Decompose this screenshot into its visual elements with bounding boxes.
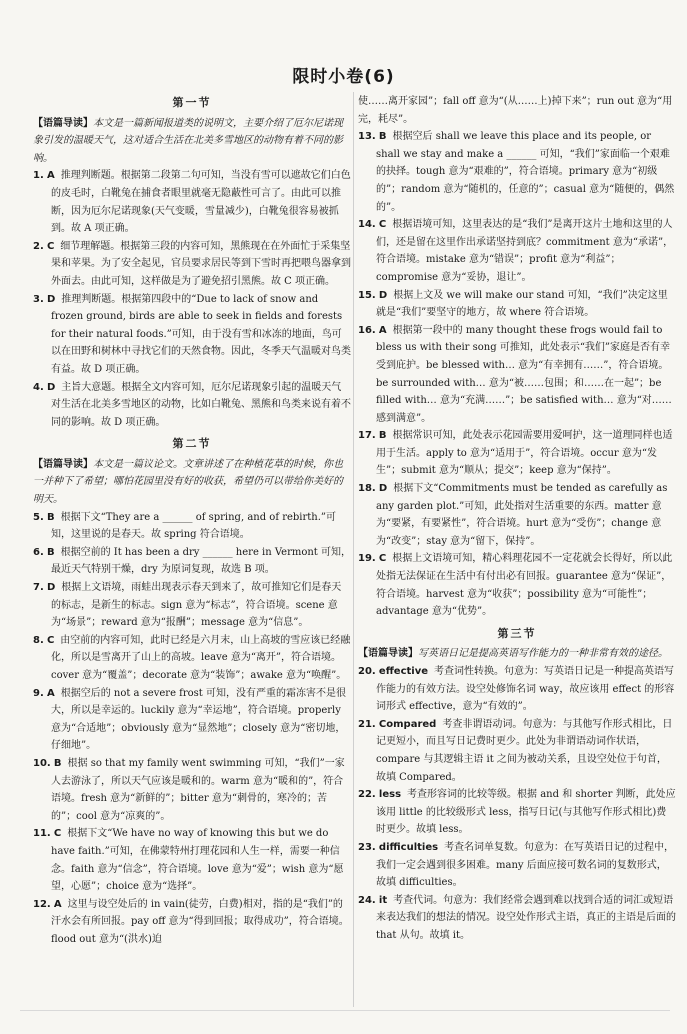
item-answer: B (378, 131, 387, 143)
answer-item (358, 550, 676, 620)
item-explanation: 考查名词单复数。句意为：在写英语日记的过程中，我们一定会遇到很多困难。many 后面应接可数名词的复数形式，故填 difficulties。 (376, 841, 675, 889)
item-explanation: 根据下文“We have no way of knowing this but we do have faith.”可知，在佛蒙特州打理花园和人生一样，需要一种信念。faith 意为“信念”，符合语境。love 意为“爱”；wish 意为“愿望，心愿”；choice 意为“选择”。 (51, 828, 344, 893)
item-number: 15. (358, 289, 376, 301)
item-number: 10. (33, 757, 51, 769)
section-heading: 第三节 (497, 626, 537, 640)
item-number: 19. (358, 553, 376, 565)
item-number: 17. (358, 430, 376, 442)
answer-item (358, 663, 676, 716)
item-number: 6. (33, 546, 44, 558)
item-answer: B (378, 430, 387, 442)
item-explanation: 考查代词。句意为：我们经常会遇到难以找到合适的词汇或短语来表达我们的想法的情况。设空处作形式主语，真正的主语是后面的 that 从句。故填 it。 (376, 894, 676, 941)
item-answer: C (378, 553, 387, 565)
item-answer: B (46, 546, 55, 558)
answer-item (358, 322, 676, 428)
item-number: 13. (358, 131, 376, 143)
passage-guide (358, 645, 676, 663)
passage-guide (33, 115, 351, 168)
answer-item (33, 509, 351, 544)
item-answer: difficulties (378, 841, 439, 853)
answer-item (33, 825, 351, 895)
item-explanation: 推理判断题。根据第四段中的“Due to lack of snow and frozen ground, birds are able to seek in fields and forests for their natural foods.”可知，由于没有雪和冰冻的地面，鸟可以在田野和树林中寻找它们的天然食物。因此，冬季天气温暖对鸟类有益。故 D 项正确。 (51, 293, 351, 375)
item-explanation: 由空前的内容可知，此时已经是六月末，山上高坡的雪应该已经融化，所以是雪离开了山上的高坡。leave 意为“离开”，符合语境。cover 意为“覆盖”；decorate 意为“装饰”；awake 意为“唤醒”。 (51, 634, 351, 681)
item-answer: D (46, 582, 56, 594)
item-answer: C (53, 828, 62, 840)
item-answer: D (46, 381, 56, 393)
item-explanation: 根据上文及 we will make our stand 可知，“我们”决定这里就是“我们”要坚守的地方，故 where 符合语境。 (376, 289, 668, 319)
item-number: 9. (33, 687, 44, 699)
item-explanation: 根据上文语境，雨蛙出现表示春天到来了，故可推知它们是春天的标志，是新生的标志。sign 意为“标志”，符合语境。scene 意为“场景”；reward 意为“报酬”；message 意为“信息”。 (51, 582, 342, 629)
item-answer: D (46, 293, 56, 305)
item-explanation: 考查形容词的比较等级。根据 and 和 shorter 判断，此处应该用 little 的比较级形式 less，指写日记(与其他写作形式相比)费时更少。故填 less。 (376, 789, 676, 836)
answer-item (33, 291, 351, 379)
item-explanation: 根据上文语境可知，精心料理花园不一定花就会长得好，所以此处指无法保证在生活中有付出必有回报。guarantee 意为“保证”，符合语境。harvest 意为“收获”；possibility 意为“可能性”；advantage 意为“优势”。 (376, 553, 673, 618)
answer-item (33, 632, 351, 685)
item-explanation: 推理判断题。根据第二段第二句可知，当没有雪可以遮故它们白色的皮毛时，白靴兔在捕食者眼里就毫无隐蔽性可言了。由此可以推断，因为厄尔尼诺现象(天气变暖，雪量减少)，白靴兔很容易被抓到。故 A 项正确。 (51, 170, 351, 235)
guide-tag: 【语篇导读】 (33, 117, 93, 129)
item-answer: A (53, 898, 62, 910)
item-answer: C (46, 240, 55, 252)
item-number: 12. (33, 898, 51, 910)
answer-item (33, 685, 351, 755)
answer-item (33, 579, 351, 632)
item-number: 2. (33, 240, 44, 252)
item-explanation: 根据空后的 not a severe frost 可知，没有严重的霜冻害不是很大，所以是幸运的。luckily 意为“幸运地”，符合语境。properly 意为“合适地”；obviously 意为“显然地”；closely 意为“密切地，仔细地”。 (51, 687, 347, 752)
item-answer: B (53, 757, 62, 769)
item-answer: effective (378, 666, 429, 677)
guide-text: 写英语日记是提高英语写作能力的一种非常有效的途径。 (418, 648, 668, 660)
item-number: 20. (358, 666, 376, 677)
item-answer: D (378, 289, 388, 301)
item-answer: A (46, 170, 55, 182)
item-explanation: 考查非谓语动词。句意为：与其他写作形式相比，日记更短小，而且写日记费时更少。此处为非谓语动词作状语，compare 与其逻辑主语 it 之间为被动关系，且设空处位于句首，故填 Compared。 (376, 718, 673, 783)
item-answer: A (378, 324, 387, 336)
item-explanation: 根据第一段中的 many thought these frogs would fail to bless us with their song 可推知，此处表示“我们”家庭是否有幸受到庇护。be blessed with… 意为“有幸拥有……”，符合语境。be surrounded with… 意为“被……包围；和……在一起”；be filled with… 意为“充满……”；be satisfied with… 意为“对……感到满意”。 (376, 324, 672, 424)
answer-item (33, 755, 351, 825)
item-continuation: 使……离开家园”；fall off 意为“(从……上)掉下来”；run out 意为“用完，耗尽”。 (358, 96, 673, 125)
item-answer: it (378, 894, 388, 906)
item-answer: A (46, 687, 55, 699)
footer-rule (20, 1010, 670, 1011)
item-explanation: 主旨大意题。根据全文内容可知，厄尔尼诺现象引起的温暖天气对生活在北美多雪地区的动物，比如白靴兔、黑熊和鸟类来说有着不同的影响。故 D 项正确。 (51, 381, 351, 428)
answer-item (358, 892, 676, 945)
answer-item (358, 480, 676, 550)
answer-item (358, 839, 676, 892)
item-explanation: 根据空后 shall we leave this place and its people, or shall we stay and make a ______ 可知，“我们”家面临一个艰难的抉择。tough 意为“艰难的”，符合语境。primary 意为“初级的”；random 意为“随机的，任意的”；casual 意为“随便的，偶然的”。 (376, 131, 675, 213)
item-number: 23. (358, 841, 376, 853)
item-number: 5. (33, 511, 44, 523)
item-number: 11. (33, 828, 51, 840)
page-title: 限时小卷(6) (292, 67, 395, 87)
item-explanation: 考查词性转换。句意为：写英语日记是一种提高英语写作能力的有效方法。设空处修饰名词 way，故应该用 effect 的形容词形式 effective，意为“有效的”。 (376, 666, 675, 713)
column-divider (353, 92, 354, 1007)
left-column (33, 90, 351, 949)
answer-item (358, 716, 676, 786)
item-explanation: 这里与设空处后的 in vain(徒劳，白费)相对，指的是“我们”的汗水会有所回报。pay off 意为“得到回报；取得成功”，符合语境。flood out 意为“(洪水)迫 (51, 898, 349, 945)
item-answer: less (378, 789, 402, 801)
guide-tag: 【语篇导读】 (358, 648, 418, 660)
item-explanation: 根据下文“They are a ______ of spring, and of rebirth.”可知，这里说的是春天。故 spring 符合语境。 (51, 511, 337, 541)
guide-text: 本文是一篇议论文。文章讲述了在种植花草的时候，你也一并种下了希望；哪怕花园里没有好的收获，希望仍可以带给你美好的明天。 (33, 458, 343, 506)
item-number: 16. (358, 324, 376, 336)
item-answer: C (378, 219, 387, 231)
item-answer: D (378, 483, 388, 495)
item-answer: B (46, 511, 55, 523)
answer-item (33, 379, 351, 432)
guide-tag: 【语篇导读】 (33, 458, 93, 470)
item-number: 14. (358, 219, 376, 231)
answer-item (33, 896, 351, 949)
guide-text: 本文是一篇新闻报道类的说明文，主要介绍了厄尔尼诺现象引发的温暖天气，这对适合生活在北美多雪地区的动物有着不同的影响。 (33, 117, 343, 164)
item-explanation: 根据语境可知，这里表达的是“我们”是离开这片土地和这里的人们，还是留在这里作出承诺坚持到底？commitment 意为“承诺”，符合语境。mistake 意为“错误”；profit 意为“利益”；compromise 意为“妥协，退让”。 (376, 219, 674, 283)
item-number: 22. (358, 789, 376, 801)
answer-item (33, 167, 351, 237)
item-number: 3. (33, 293, 44, 305)
item-answer: C (46, 634, 55, 646)
item-number: 24. (358, 894, 376, 906)
item-explanation: 细节理解题。根据第三段的内容可知，黑熊现在在外面忙于采集坚果和苹果。为了安全起见，官员要求居民等到下雪时再把喂鸟器拿到外面去。由此可知，这样做是为了避免招引黑熊。故 C 项正确。 (51, 240, 351, 287)
item-explanation: 根据下文“Commitments must be tended as carefully as any garden plot.”可知，此处指对生活重要的东西。matter 意为“要紧，有要紧性”，符合语境。hurt 意为“受伤”；change 意为“改变”；stay 意为“留下，保持”。 (376, 483, 668, 547)
item-number: 18. (358, 483, 376, 495)
answer-item (358, 216, 676, 286)
item-number: 4. (33, 381, 44, 393)
item-explanation: 根据 so that my family went swimming 可知，“我们”一家人去游泳了，所以天气应该是暖和的。warm 意为“暖和的”，符合语境。fresh 意为“新鲜的”；bitter 意为“刺骨的，寒冷的；苦的”；cool 意为“凉爽的”。 (51, 757, 345, 822)
answer-item (358, 786, 676, 839)
item-explanation: 根据空前的 It has been a dry ______ here in Vermont 可知，最近天气特别干燥，dry 为原词复现，故选 B 项。 (51, 546, 351, 576)
answer-item (33, 238, 351, 291)
item-answer: Compared (378, 718, 437, 730)
answer-item (358, 128, 676, 216)
answer-item (358, 427, 676, 480)
right-column (358, 93, 676, 945)
passage-guide (33, 456, 351, 509)
section-heading: 第一节 (172, 96, 212, 109)
item-number: 21. (358, 718, 376, 730)
answer-item (33, 544, 351, 579)
item-explanation: 根据常识可知，此处表示花园需要用爱呵护，这一道理同样也适用于生活。apply to 意为“适用于”，符合语境。occur 意为“发生”；submit 意为“顺从；提交”；keep 意为“保持”。 (376, 430, 673, 477)
item-number: 7. (33, 582, 44, 594)
item-number: 8. (33, 634, 44, 646)
answer-item (358, 287, 676, 322)
section-heading: 第二节 (172, 437, 212, 451)
item-number: 1. (33, 170, 44, 182)
